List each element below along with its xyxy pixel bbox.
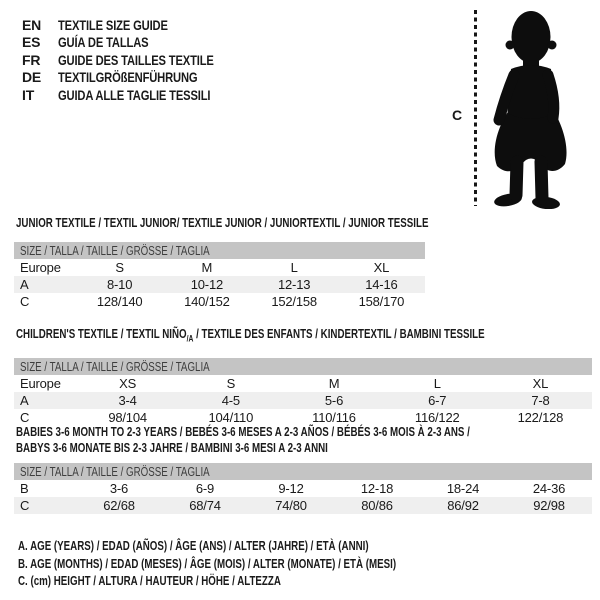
legend-line-b: B. AGE (MONTHS) / EDAD (MESES) / ÂGE (MOIS) / ALTER (MONATE) / ETÀ (MESI) (18, 555, 397, 571)
language-label: GUIDA ALLE TAGLIE TESSILI (58, 86, 211, 103)
value-cell: 116/122 (414, 409, 460, 425)
baby-silhouette-icon (479, 7, 577, 209)
value-cell: 6-9 (195, 481, 215, 496)
value-cell: 14-16 (365, 277, 398, 292)
table-row-months (14, 480, 592, 497)
value-cell: 98/104 (108, 409, 147, 425)
value-cell: 68/74 (189, 498, 221, 513)
language-code: IT (22, 86, 35, 103)
row-label: B (20, 481, 29, 496)
table-row-europe (14, 259, 425, 276)
language-code: EN (22, 16, 42, 33)
table-row-height (14, 497, 592, 514)
value-cell: 12-13 (278, 277, 311, 292)
value-cell: 140/152 (184, 294, 230, 309)
size-cell: XL (373, 260, 390, 275)
value-cell: 9-12 (278, 481, 304, 496)
size-cell: M (328, 375, 340, 391)
size-cell: M (201, 260, 213, 275)
value-cell: 74/80 (275, 498, 307, 513)
value-cell: 24-36 (532, 481, 566, 496)
value-cell: 5-6 (324, 392, 344, 408)
value-cell: 92/98 (533, 498, 565, 513)
row-label: C (20, 498, 30, 513)
section-babies-textile (14, 424, 592, 514)
value-cell: 128/140 (96, 294, 143, 309)
legend-line-a: A. AGE (YEARS) / EDAD (AÑOS) / ÂGE (ANS) / ALTER (JAHRE) / ETÀ (ANNI) (18, 538, 369, 554)
row-label: C (20, 409, 30, 425)
value-cell: 12-18 (360, 481, 394, 496)
table-row-europe (14, 375, 592, 392)
section-title-line1: BABIES 3-6 MONTH TO 2-3 YEARS / BEBÉS 3-6 MESES A 2-3 AÑOS / BÉBÉS 3-6 MOIS À 2-3 ANS / (16, 424, 470, 439)
value-cell: 62/68 (103, 498, 135, 513)
value-cell: 3-6 (109, 481, 129, 496)
size-header-bar: SIZE / TALLA / TAILLE / GRÖSSE / TAGLIA (14, 463, 592, 480)
row-label: C (20, 294, 30, 309)
value-cell: 6-7 (428, 392, 447, 408)
language-label: TEXTILE SIZE GUIDE (58, 16, 168, 33)
section-title: JUNIOR TEXTILE / TEXTIL JUNIOR/ TEXTILE JUNIOR / JUNIORTEXTIL / JUNIOR TESSILE (16, 215, 429, 230)
language-header-list (22, 16, 253, 104)
size-cell: S (115, 260, 124, 275)
size-cell: XL (532, 375, 549, 391)
size-cell: XS (119, 375, 137, 391)
table-row-age (14, 276, 425, 293)
size-cell: S (226, 375, 236, 391)
row-label: A (20, 392, 29, 408)
row-label: A (20, 277, 29, 292)
language-row-de (22, 69, 253, 87)
table-row-age (14, 392, 592, 409)
title-subscript: /A (186, 333, 194, 344)
value-cell: 152/158 (271, 294, 317, 309)
value-cell: 122/128 (517, 409, 564, 425)
value-cell: 18-24 (446, 481, 480, 496)
size-header-bar: SIZE / TALLA / TAILLE / GRÖSSE / TAGLIA (14, 358, 592, 375)
row-label: Europe (20, 260, 61, 275)
language-row-es (22, 34, 253, 52)
section-title-line2: BABYS 3-6 MONATE BIS 2-3 JAHRE / BAMBINI 3-6 MESI A 2-3 ANNI (16, 440, 328, 455)
value-cell: 4-5 (221, 392, 240, 408)
value-cell: 86/92 (447, 498, 479, 513)
section-title: CHILDREN'S TEXTILE / TEXTIL $NIÑO_{/A}$ / TEXTILE DES ENFANTS / KINDERTEXTIL / BAMBINI TESSILE (16, 326, 485, 344)
language-code: DE (22, 69, 42, 86)
value-cell: 104/110 (208, 409, 254, 425)
language-label: TEXTILGRÖßENFÜHRUNG (58, 69, 198, 86)
size-cell: L (433, 375, 441, 391)
legend-footer (18, 537, 522, 590)
section-junior-textile (14, 215, 429, 310)
row-label: Europe (20, 375, 61, 391)
language-row-it (22, 86, 253, 104)
value-cell: 110/116 (312, 409, 356, 425)
value-cell: 158/170 (358, 294, 405, 309)
table-row-height (14, 293, 425, 310)
height-measure-dashed-line (474, 10, 477, 206)
value-cell: 8-10 (107, 277, 133, 292)
language-label: GUIDE DES TAILLES TEXTILE (58, 51, 214, 68)
value-cell: 7-8 (531, 392, 550, 408)
legend-line-c: C. (cm) HEIGHT / ALTURA / HAUTEUR / HÖHE / ALTEZZA (18, 573, 281, 589)
section-children-textile (14, 326, 592, 426)
size-header-bar: SIZE / TALLA / TAILLE / GRÖSSE / TAGLIA (14, 242, 425, 259)
measure-c-label: C (452, 107, 463, 123)
language-label: GUÍA DE TALLAS (58, 34, 149, 51)
language-code: FR (22, 51, 41, 68)
language-code: ES (22, 34, 41, 51)
value-cell: 80/86 (361, 498, 393, 513)
value-cell: 3-4 (118, 392, 137, 408)
language-row-fr (22, 51, 253, 69)
language-row-en (22, 16, 253, 34)
value-cell: 10-12 (190, 277, 223, 292)
size-cell: L (290, 260, 298, 275)
